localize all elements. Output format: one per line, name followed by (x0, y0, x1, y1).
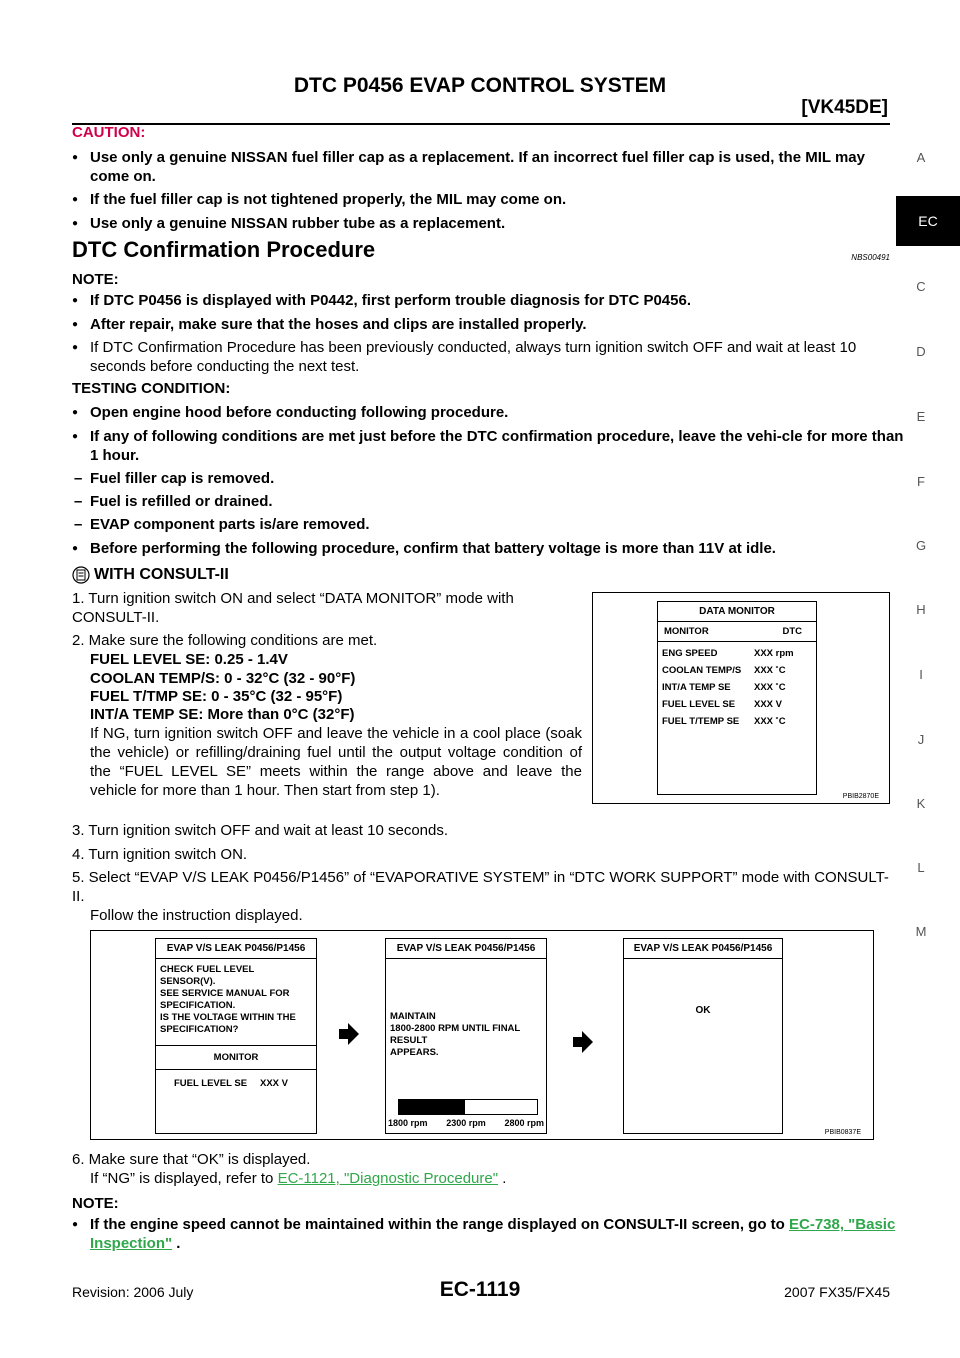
step-5-follow: Follow the instruction displayed. (90, 907, 303, 924)
header-rule (72, 123, 890, 125)
side-index-a[interactable]: A (916, 150, 926, 165)
page-number: EC-1119 (439, 1278, 521, 1301)
condition: COOLAN TEMP/S: 0 - 32°C (32 - 90°F) (90, 670, 356, 687)
caution-label: CAUTION: (72, 124, 146, 141)
screen-title: EVAP V/S LEAK P0456/P1456 (386, 939, 546, 959)
evap-screen-check (155, 938, 317, 1134)
arrow-right-icon (339, 1023, 359, 1045)
evap-support-figure (90, 930, 874, 1140)
note-item: ● If the engine speed cannot be maintained within the range displayed on CONSULT-II screen, go to EC-738, "Basic Inspection" . (72, 1215, 908, 1253)
side-tab-ec[interactable]: EC (896, 196, 960, 246)
evap-screen-maintain (385, 938, 547, 1134)
screen-header-row (658, 622, 816, 642)
monitor-row: FUEL T/TEMP SE XXX ˚C (662, 716, 786, 727)
testing-subitem: – EVAP component parts is/are removed. (72, 515, 908, 534)
side-index-f[interactable]: F (917, 474, 925, 489)
side-index-c[interactable]: C (916, 279, 926, 294)
testing-subitem: – Fuel is refilled or drained. (72, 492, 908, 511)
side-index-k[interactable]: K (916, 796, 926, 811)
monitor-row: ENG SPEED XXX rpm (662, 648, 794, 659)
monitor-rows (658, 642, 816, 733)
testing-item: ● Before performing the following procedure, confirm that battery voltage is more than 11V at idle. (72, 539, 908, 558)
diagnostic-procedure-link[interactable]: EC-1121, "Diagnostic Procedure" (277, 1170, 499, 1187)
evap-screen-result (623, 938, 783, 1134)
condition: FUEL T/TMP SE: 0 - 35°C (32 - 95°F) (90, 688, 343, 705)
step-6-ng: If “NG” is displayed, refer to EC-1121, "Diagnostic Procedure" . (90, 1170, 507, 1187)
arrow-right-icon (573, 1031, 593, 1053)
side-index-m[interactable]: M (915, 924, 927, 939)
result-ok: OK (695, 1005, 711, 1016)
ng-instruction: If NG, turn ignition switch OFF and leave the vehicle in a cool place (soak the vehicle) or refilling/draining fuel until the output voltage condition of the “FUEL LEVEL SE” meets within the range above and leave the vehicle for more than 1 hour. Then start from step 1). (90, 725, 582, 799)
section-title: DTC Confirmation Procedure (72, 237, 376, 262)
rpm-scale-labels: 1800 rpm 2300 rpm 2800 rpm (388, 1118, 544, 1128)
monitor-row: INT/A TEMP SE XXX ˚C (662, 682, 786, 693)
step-6: 6. Make sure that “OK” is displayed. (72, 1151, 311, 1168)
caution-item: ● Use only a genuine NISSAN rubber tube as a replacement. (72, 214, 908, 233)
note-item: ● After repair, make sure that the hoses and clips are installed properly. (72, 315, 908, 334)
step-1: 1. Turn ignition switch ON and select “DATA MONITOR” mode with CONSULT-II. (72, 590, 514, 626)
column-monitor: MONITOR (664, 626, 709, 637)
page-title: DTC P0456 EVAP CONTROL SYSTEM (293, 74, 667, 97)
data-monitor-screen (657, 601, 817, 795)
testing-subitem: – Fuel filler cap is removed. (72, 469, 908, 488)
side-index-i[interactable]: I (919, 667, 923, 682)
screen-instructions: MAINTAIN 1800-2800 RPM UNTIL FINAL RESULT APPEARS. (390, 1011, 521, 1058)
basic-inspection-link[interactable]: EC-738, "Basic Inspection" (90, 1216, 896, 1252)
side-index-h[interactable]: H (916, 602, 926, 617)
step-3: 3. Turn ignition switch OFF and wait at least 10 seconds. (72, 822, 449, 839)
monitor-row: FUEL LEVEL SE XXX V (662, 699, 782, 710)
figure-code: PBIB2870E (842, 793, 879, 800)
monitor-row: COOLAN TEMP/S XXX ˚C (662, 665, 786, 676)
caution-item: ● If the fuel filler cap is not tightened properly, the MIL may come on. (72, 190, 908, 209)
page-subtitle: [VK45DE] (801, 97, 888, 118)
consult-icon (72, 566, 90, 584)
testing-item: ● If any of following conditions are met just before the DTC confirmation procedure, leave the vehi-cle for more than 1 hour. (72, 427, 908, 465)
screen-title: EVAP V/S LEAK P0456/P1456 (624, 939, 782, 959)
step-2: 2. Make sure the following conditions are met. (72, 632, 378, 649)
side-index-g[interactable]: G (915, 538, 927, 553)
footer-revision: Revision: 2006 July (72, 1284, 194, 1300)
rpm-progress-fill (399, 1100, 465, 1114)
consult-label: WITH CONSULT-II (94, 566, 229, 583)
side-index-e[interactable]: E (916, 409, 926, 424)
testing-label: TESTING CONDITION: (72, 380, 231, 397)
step-5: 5. Select “EVAP V/S LEAK P0456/P1456” of “EVAPORATIVE SYSTEM” in “DTC WORK SUPPORT” mode with CONSULT-II. (72, 869, 889, 905)
figure-code: PBIB0837E (824, 1129, 861, 1136)
screen-title: EVAP V/S LEAK P0456/P1456 (156, 939, 316, 959)
side-index-d[interactable]: D (916, 344, 926, 359)
note-label: NOTE: (72, 271, 119, 288)
data-monitor-figure (592, 592, 890, 804)
note-label: NOTE: (72, 1195, 119, 1212)
screen-monitor-row: FUEL LEVEL SE XXX V (174, 1078, 288, 1089)
note-item: ● If DTC Confirmation Procedure has been previously conducted, always turn ignition switch OFF and wait at least 10 seconds before conducting the next test. (72, 338, 908, 376)
screen-title: DATA MONITOR (658, 602, 816, 622)
condition: FUEL LEVEL SE: 0.25 - 1.4V (90, 651, 288, 668)
side-index-j[interactable]: J (917, 732, 925, 747)
note-item: ● If DTC P0456 is displayed with P0442, first perform trouble diagnosis for DTC P0456. (72, 291, 908, 310)
step-4: 4. Turn ignition switch ON. (72, 846, 248, 863)
screen-instructions: CHECK FUEL LEVEL SENSOR(V). SEE SERVICE MANUAL FOR SPECIFICATION. IS THE VOLTAGE WITHIN THE SPECIFICATION? (160, 964, 296, 1035)
caution-item: ● Use only a genuine NISSAN fuel filler cap as a replacement. If an incorrect fuel filler cap is used, the MIL may come on. (72, 148, 908, 186)
side-index-l[interactable]: L (917, 860, 925, 875)
testing-item: ● Open engine hood before conducting following procedure. (72, 403, 908, 422)
column-dtc: DTC (782, 626, 802, 637)
condition: INT/A TEMP SE: More than 0°C (32°F) (90, 706, 355, 723)
footer-model: 2007 FX35/FX45 (784, 1284, 890, 1300)
section-code: NBS00491 (851, 253, 890, 262)
screen-monitor-label: MONITOR (156, 1045, 316, 1070)
rpm-progress-bar (398, 1099, 538, 1115)
